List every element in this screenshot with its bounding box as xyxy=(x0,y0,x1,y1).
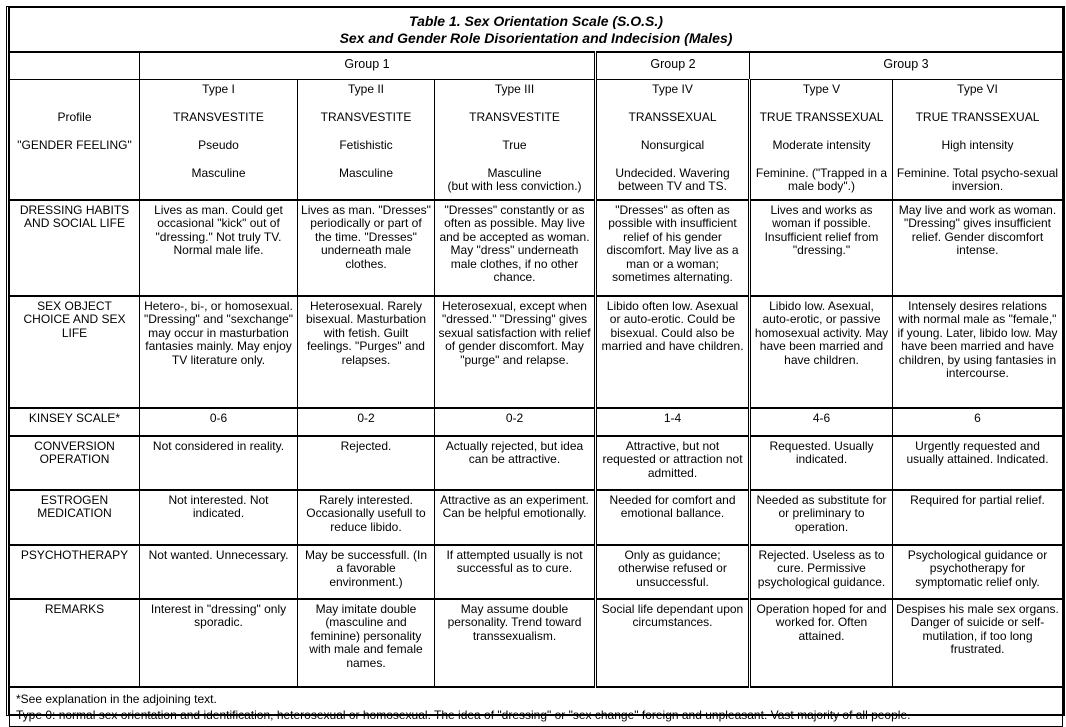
type-profile: TRUE TRANSSEXUAL xyxy=(759,109,884,124)
type-gender-feeling: Undecided. Wavering between TV and TS. xyxy=(615,165,730,193)
row-label: KINSEY SCALE* xyxy=(10,408,140,436)
table-cell: 1-4 xyxy=(596,408,750,436)
table-cell: If attempted usually is not successful as to cure. xyxy=(435,545,596,599)
table-row xyxy=(10,545,1063,599)
type-type: Type II xyxy=(347,81,385,96)
table-row xyxy=(10,200,1063,296)
type-header-cell xyxy=(596,79,750,200)
footnotes xyxy=(10,687,1063,727)
type-type: Type III xyxy=(494,81,535,96)
type-gender-feeling: Masculine (but with less conviction.) xyxy=(447,165,582,193)
type-subtype: True xyxy=(502,137,527,152)
table-cell: Social life dependant upon circumstances. xyxy=(596,599,750,687)
table-row xyxy=(10,296,1063,408)
footnote: Type 0: normal sex orientation and identification, heterosexual or homosexual. The idea of "dressing" or "sex change" foreign and unpleasant. Vast majority of all people. xyxy=(16,707,911,722)
table-cell: Heterosexual. Rarely bisexual. Masturbation with fetish. Guilt feelings. "Purges" and relapses. xyxy=(298,296,435,408)
row-label: CONVERSION OPERATION xyxy=(10,436,140,490)
table-cell: 4-6 xyxy=(750,408,893,436)
table-cell: Rejected. xyxy=(298,436,435,490)
type-type: Type IV xyxy=(652,81,693,96)
type-gender-feeling: Masculine xyxy=(338,165,394,180)
table-row xyxy=(10,599,1063,687)
row-label: SEX OBJECT CHOICE AND SEX LIFE xyxy=(10,296,140,408)
table-cell: Rarely interested. Occasionally usefull to reduce libido. xyxy=(298,490,435,545)
type-subtype: Pseudo xyxy=(198,137,239,152)
table-cell: Needed for comfort and emotional ballance. xyxy=(596,490,750,545)
table-cell: "Dresses" constantly or as often as possible. May live and be accepted as woman. May "dress" underneath male clothes, if no other chance. xyxy=(435,200,596,296)
table-cell: Not considered in reality. xyxy=(140,436,298,490)
table-cell: Hetero-, bi-, or homosexual. "Dressing" and "sexchange" may occur in masturbation fantasies mainly. May enjoy TV literature only. xyxy=(140,296,298,408)
table-cell: Rejected. Useless as to cure. Permissive psychological guidance. xyxy=(750,545,893,599)
group-3-header: Group 3 xyxy=(750,52,1063,79)
profile-label: Profile xyxy=(57,109,92,124)
table-cell: May imitate double (masculine and feminine) personality with male and female names. xyxy=(298,599,435,687)
table-cell: Intensely desires relations with normal male as "female," if young. Later, libido low. May have been married and have children, by using fantasies in intercourse. xyxy=(893,296,1063,408)
table-cell: Not wanted. Unnecessary. xyxy=(140,545,298,599)
type-header-cell xyxy=(140,79,298,200)
table-row xyxy=(10,490,1063,545)
table-row xyxy=(10,408,1063,436)
table-cell: 0-6 xyxy=(140,408,298,436)
profile-label-cell xyxy=(10,79,140,200)
type-profile: TRANSVESTITE xyxy=(173,109,264,124)
table-cell: Only as guidance; otherwise refused or unsuccessful. xyxy=(596,545,750,599)
type-subtype: Fetishistic xyxy=(339,137,393,152)
table-cell: May be successfull. (In a favorable environment.) xyxy=(298,545,435,599)
row-label: DRESSING HABITS AND SOCIAL LIFE xyxy=(10,200,140,296)
table-cell: Actually rejected, but idea can be attractive. xyxy=(435,436,596,490)
table-cell: May live and work as woman. "Dressing" gives insufficient relief. Gender discomfort intense. xyxy=(893,200,1063,296)
table-title xyxy=(10,8,1063,52)
type-gender-feeling: Feminine. Total psycho-sexual inversion. xyxy=(896,165,1059,193)
table-cell: Not interested. Not indicated. xyxy=(140,490,298,545)
table-cell: "Dresses" as often as possible with insufficient relief of his gender discomfort. May live as a man or a woman; sometimes alternating. xyxy=(596,200,750,296)
table-cell: May assume double personality. Trend toward transsexualism. xyxy=(435,599,596,687)
type-header-cell xyxy=(435,79,596,200)
table-cell: Interest in "dressing" only sporadic. xyxy=(140,599,298,687)
type-header-cell xyxy=(750,79,893,200)
type-gender-feeling: Feminine. ("Trapped in a male body".) xyxy=(755,165,888,193)
type-profile: TRUE TRANSSEXUAL xyxy=(915,109,1040,124)
table-cell: Despises his male sex organs. Danger of suicide or self-mutilation, if too long frustrated. xyxy=(893,599,1063,687)
table-cell: Urgently requested and usually attained. Indicated. xyxy=(893,436,1063,490)
type-profile: TRANSVESTITE xyxy=(469,109,560,124)
type-type: Type I xyxy=(202,81,235,96)
type-subtype: Nonsurgical xyxy=(640,137,705,152)
sos-table xyxy=(9,8,1063,727)
table-cell: 0-2 xyxy=(435,408,596,436)
title-line-1: Table 1. Sex Orientation Scale (S.O.S.) xyxy=(409,13,663,29)
type-subtype: High intensity xyxy=(941,137,1014,152)
table-cell: Attractive, but not requested or attraction not admitted. xyxy=(596,436,750,490)
table-cell: Libido low. Asexual, auto-erotic, or passive homosexual activity. May have been married and have children. xyxy=(750,296,893,408)
type-type: Type V xyxy=(802,81,841,96)
type-header-cell xyxy=(893,79,1063,200)
type-type: Type VI xyxy=(957,81,998,96)
empty-corner-cell xyxy=(10,52,140,79)
table-cell: Requested. Usually indicated. xyxy=(750,436,893,490)
type-header-cell xyxy=(298,79,435,200)
row-label: ESTROGEN MEDICATION xyxy=(10,490,140,545)
row-label: PSYCHOTHERAPY xyxy=(10,545,140,599)
table-cell: Needed as substitute for or preliminary to operation. xyxy=(750,490,893,545)
type-profile: TRANSSEXUAL xyxy=(628,109,717,124)
type-profile: TRANSVESTITE xyxy=(320,109,412,124)
table-cell: Lives as man. "Dresses" periodically or part of the time. "Dresses" underneath male clothes. xyxy=(298,200,435,296)
footnote: *See explanation in the adjoining text. xyxy=(16,691,217,706)
footnote-row xyxy=(10,687,1063,727)
group-1-header: Group 1 xyxy=(140,52,596,79)
title-line-2: Sex and Gender Role Disorientation and Indecision (Males) xyxy=(339,30,733,46)
table-cell: Required for partial relief. xyxy=(893,490,1063,545)
row-label: REMARKS xyxy=(10,599,140,687)
table-cell: Heterosexual, except when "dressed." "Dressing" gives sexual satisfaction with relief of gender discomfort. May "purge" and relapse. xyxy=(435,296,596,408)
table-cell: Attractive as an experiment. Can be helpful emotionally. xyxy=(435,490,596,545)
table-cell: Lives as man. Could get occasional "kick" out of "dressing." Not truly TV. Normal male life. xyxy=(140,200,298,296)
table-cell: Operation hoped for and worked for. Often attained. xyxy=(750,599,893,687)
table-cell: 0-2 xyxy=(298,408,435,436)
sos-table-container xyxy=(6,6,1065,722)
table-cell: Lives and works as woman if possible. Insufficient relief from "dressing." xyxy=(750,200,893,296)
type-subtype: Moderate intensity xyxy=(772,137,871,152)
type-gender-feeling: Masculine xyxy=(191,165,246,180)
table-row xyxy=(10,436,1063,490)
table-cell: 6 xyxy=(893,408,1063,436)
group-2-header: Group 2 xyxy=(596,52,750,79)
table-cell: Libido often low. Asexual or auto-erotic. Could be bisexual. Could also be married and have children. xyxy=(596,296,750,408)
table-cell: Psychological guidance or psychotherapy for symptomatic relief only. xyxy=(893,545,1063,599)
gender-feeling-label: "GENDER FEELING" xyxy=(17,137,132,152)
